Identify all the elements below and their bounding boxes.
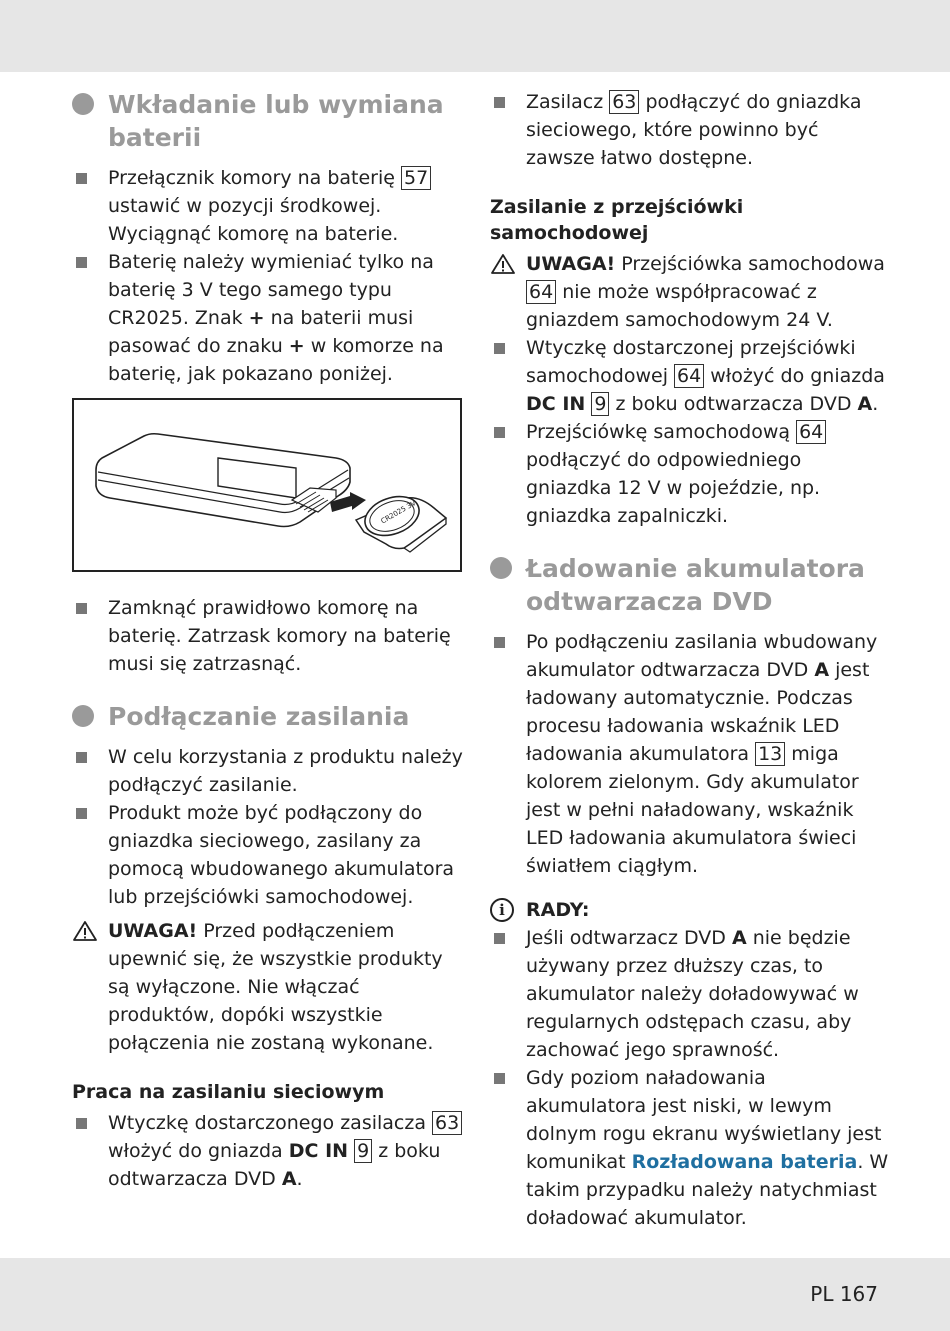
text: w komorze na baterię, jak pokazano poniżej. bbox=[108, 335, 444, 385]
text: włożyć do gniazda bbox=[704, 365, 885, 387]
square-bullet-icon bbox=[76, 752, 87, 763]
warning-item bbox=[72, 917, 464, 1057]
circle-heading-icon bbox=[490, 557, 512, 579]
reference-number: 64 bbox=[674, 364, 704, 388]
reference-number: 64 bbox=[526, 280, 556, 304]
warning-triangle-icon bbox=[72, 920, 98, 942]
text: Po podłączeniu zasilania wbudowany akumulator odtwarzacza DVD bbox=[526, 631, 878, 681]
text: z boku odtwarzacza DVD bbox=[609, 393, 858, 415]
list-item bbox=[490, 628, 890, 880]
plus-sign: + bbox=[288, 335, 305, 357]
warning-triangle-icon bbox=[490, 253, 516, 275]
circle-heading-icon bbox=[72, 93, 94, 115]
square-bullet-icon bbox=[76, 808, 87, 819]
square-bullet-icon bbox=[76, 1118, 87, 1129]
tips-heading bbox=[490, 896, 890, 924]
reference-number: 9 bbox=[591, 392, 609, 416]
list-item bbox=[490, 1064, 890, 1232]
text: . bbox=[296, 1168, 303, 1190]
section-heading-charging bbox=[490, 552, 890, 618]
warning-item bbox=[490, 250, 890, 334]
text: Przełącznik komory na baterię bbox=[108, 167, 401, 189]
reference-number: 57 bbox=[401, 166, 431, 190]
battery-label: CR2025 3V bbox=[379, 499, 418, 526]
device-letter: A bbox=[281, 1168, 297, 1190]
text: włożyć do gniazda bbox=[108, 1140, 289, 1162]
list-item bbox=[490, 924, 890, 1064]
square-bullet-icon bbox=[494, 933, 505, 944]
subheading-car: Zasilanie z przejściówki samochodowej bbox=[490, 196, 744, 244]
text: Produkt może być podłączony do gniazdka sieciowego, zasilany za pomocą wbudowanego akumulatora lub przejściówki samochodowej. bbox=[108, 802, 455, 908]
warning-label: UWAGA! bbox=[108, 920, 198, 942]
bottom-band bbox=[0, 1258, 950, 1331]
text: Gdy poziom naładowania akumulatora jest niski, w lewym dolnym rogu ekranu wyświetlany jest komunikat bbox=[526, 1067, 882, 1173]
subheading-mains: Praca na zasilaniu sieciowym bbox=[72, 1081, 385, 1103]
remote-battery-illustration bbox=[74, 400, 460, 570]
dc-in-label: DC IN bbox=[288, 1140, 349, 1162]
section-heading-battery bbox=[72, 88, 464, 154]
list-item bbox=[72, 248, 464, 388]
reference-number: 13 bbox=[755, 742, 785, 766]
square-bullet-icon bbox=[494, 1073, 505, 1084]
section-heading-power bbox=[72, 700, 464, 733]
dc-in-label: DC IN bbox=[526, 393, 586, 415]
text: Baterię należy wymieniać tylko na baterię 3 V tego samego typu CR2025. Znak bbox=[108, 251, 434, 329]
list-item bbox=[72, 594, 464, 678]
text: ustawić w pozycji środkowej. Wyciągnąć komorę na baterie. bbox=[108, 195, 399, 245]
list-item bbox=[490, 88, 890, 172]
text: Przed podłączeniem upewnić się, że wszystkie produkty są wyłączone. Nie włączać produktów, dopóki wszystkie połączenia nie zostaną wykonane. bbox=[108, 920, 443, 1054]
reference-number: 63 bbox=[609, 90, 639, 114]
square-bullet-icon bbox=[494, 427, 505, 438]
low-battery-message: Rozładowana bateria bbox=[631, 1151, 858, 1173]
reference-number: 63 bbox=[432, 1111, 462, 1135]
tips-label: RADY: bbox=[526, 899, 590, 921]
text: Wtyczkę dostarczonej przejściówki samochodowej bbox=[526, 337, 856, 387]
info-circle-icon: i bbox=[490, 898, 514, 922]
text: nie będzie używany przez dłuższy czas, to akumulator należy doładowywać w regularnych odstępach czasu, aby zachować jego sprawność. bbox=[526, 927, 859, 1061]
text: miga kolorem zielonym. Gdy akumulator jest w pełni naładowany, wskaźnik LED ładowania akumulatora świeci światłem ciągłym. bbox=[526, 743, 859, 877]
text: z boku odtwarzacza DVD bbox=[108, 1140, 441, 1190]
list-item bbox=[490, 334, 890, 418]
heading-text: Ładowanie akumulatora odtwarzacza DVD bbox=[526, 554, 865, 616]
top-band bbox=[0, 0, 950, 72]
text: Jeśli odtwarzacz DVD bbox=[526, 927, 732, 949]
circle-heading-icon bbox=[72, 705, 94, 727]
text: na baterii musi pasować do znaku bbox=[108, 307, 414, 357]
right-column bbox=[490, 88, 890, 1232]
square-bullet-icon bbox=[76, 257, 87, 268]
page-number: PL 167 bbox=[810, 1282, 878, 1306]
square-bullet-icon bbox=[494, 637, 505, 648]
device-letter: A bbox=[814, 659, 830, 681]
square-bullet-icon bbox=[494, 343, 505, 354]
text: jest ładowany automatycznie. Podczas procesu ładowania wskaźnik LED ładowania akumulatora bbox=[526, 659, 870, 765]
text: W celu korzystania z produktu należy podłączyć zasilanie. bbox=[108, 746, 463, 796]
heading-text: Wkładanie lub wymiana baterii bbox=[108, 90, 444, 152]
list-item bbox=[72, 1109, 464, 1193]
square-bullet-icon bbox=[76, 603, 87, 614]
battery-figure bbox=[72, 398, 462, 572]
text: nie może współpracować z gniazdem samochodowym 24 V. bbox=[526, 281, 833, 331]
square-bullet-icon bbox=[76, 173, 87, 184]
text: . bbox=[872, 393, 879, 415]
warning-label: UWAGA! bbox=[526, 253, 616, 275]
text: Zamknąć prawidłowo komorę na baterię. Zatrzask komory na baterię musi się zatrzasnąć. bbox=[108, 597, 451, 675]
device-letter: A bbox=[731, 927, 747, 949]
list-item bbox=[72, 743, 464, 799]
square-bullet-icon bbox=[494, 97, 505, 108]
text: podłączyć do gniazdka sieciowego, które powinno być zawsze łatwo dostępne. bbox=[526, 91, 862, 169]
reference-number: 9 bbox=[354, 1139, 372, 1163]
list-item bbox=[490, 418, 890, 530]
text: Wtyczkę dostarczonego zasilacza bbox=[108, 1112, 433, 1134]
plus-sign: + bbox=[248, 307, 265, 329]
text: podłączyć do odpowiedniego gniazdka 12 V w pojeździe, np. gniazdka zapalniczki. bbox=[526, 449, 821, 527]
text: . W takim przypadku należy natychmiast doładować akumulator. bbox=[526, 1151, 889, 1229]
reference-number: 64 bbox=[796, 420, 826, 444]
left-column bbox=[72, 88, 464, 1193]
text: Przejściówkę samochodową bbox=[526, 421, 797, 443]
list-item bbox=[72, 164, 464, 248]
text: Przejściówka samochodowa bbox=[615, 253, 885, 275]
heading-text: Podłączanie zasilania bbox=[108, 702, 410, 731]
device-letter: A bbox=[857, 393, 873, 415]
list-item bbox=[72, 799, 464, 911]
text: Zasilacz bbox=[526, 91, 610, 113]
